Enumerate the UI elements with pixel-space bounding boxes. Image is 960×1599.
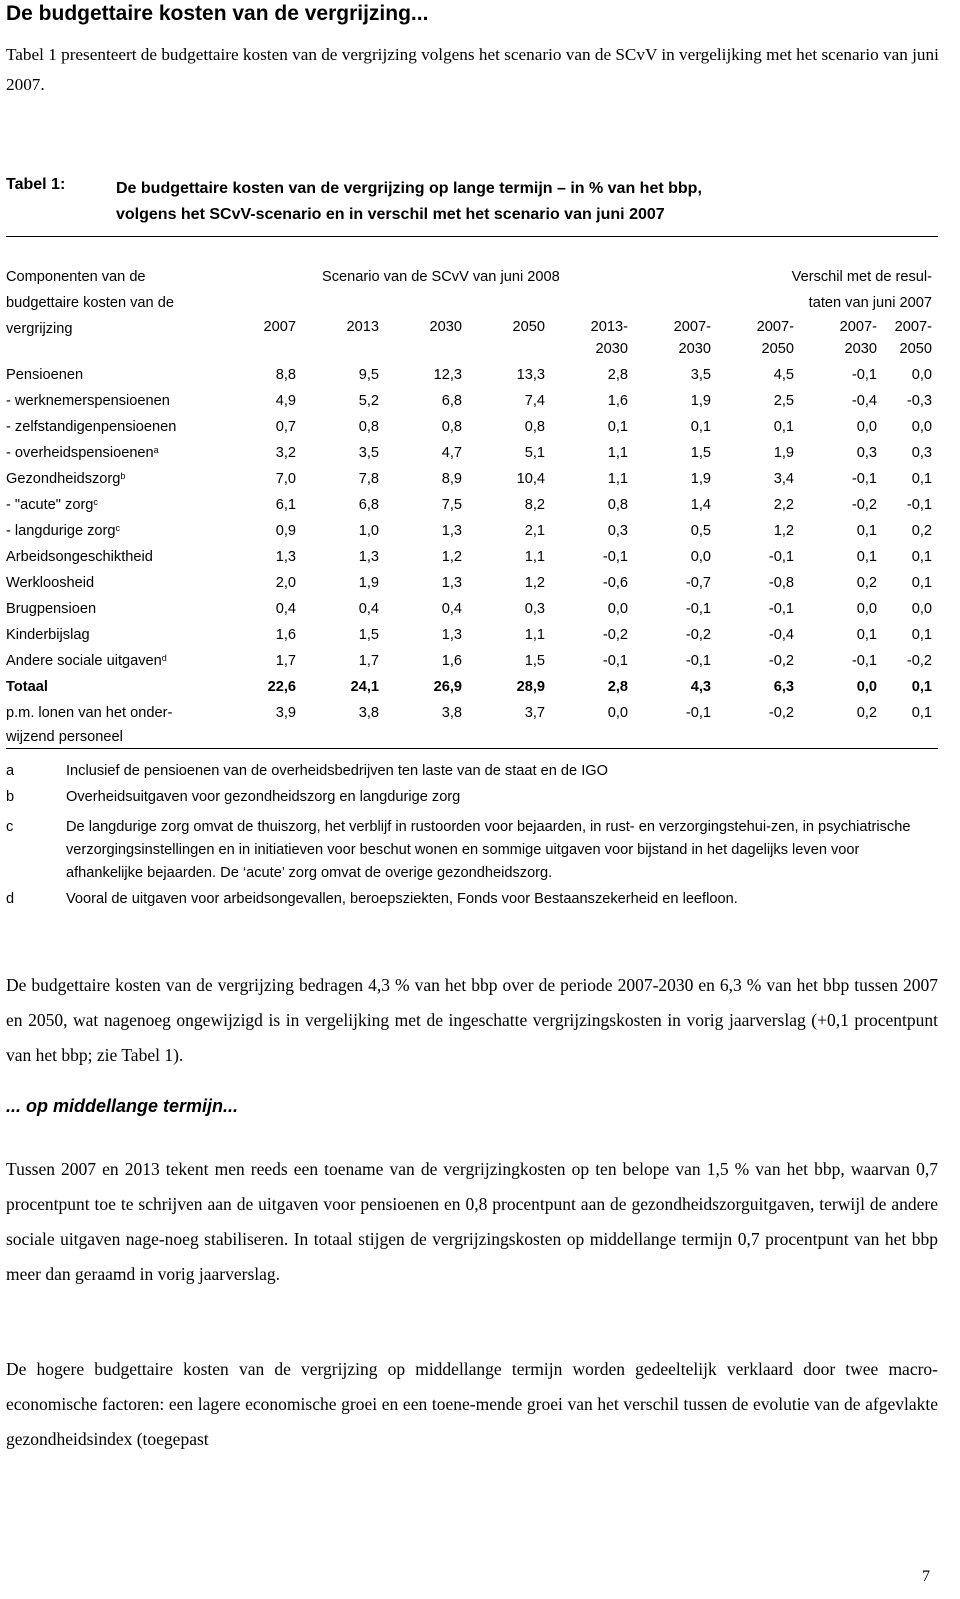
table-cell: 1,1 <box>607 471 628 487</box>
table-cell: 3,5 <box>690 367 711 383</box>
table-cell: 1,1 <box>607 445 628 461</box>
column-header: 2007- <box>673 319 711 335</box>
column-header: 2007 <box>263 319 296 335</box>
row-label <box>6 416 176 438</box>
table-cell: -0,2 <box>851 497 877 513</box>
table-cell: 6,3 <box>773 679 794 695</box>
table-cell: 0,1 <box>911 549 932 565</box>
table-cell: 0,0 <box>856 601 877 617</box>
footnote-marker: c <box>93 497 98 507</box>
table-cell: 0,0 <box>911 367 932 383</box>
column-header: 2007- <box>839 319 877 335</box>
table-cell: 0,2 <box>856 575 877 591</box>
column-header: 2030 <box>595 341 628 357</box>
row-label-text: Gezondheidszorg <box>6 471 121 487</box>
table-cell: 1,2 <box>441 549 462 565</box>
table-cell: 0,0 <box>856 679 877 695</box>
row-label <box>6 520 120 542</box>
table-cell: 4,3 <box>690 679 711 695</box>
table-cell: 1,3 <box>441 627 462 643</box>
row-label-continued: wijzend personeel <box>6 729 123 745</box>
row-label-text: - langdurige zorg <box>6 523 116 539</box>
table-cell: 2,5 <box>773 393 794 409</box>
table-cell: -0,2 <box>685 627 711 643</box>
table-cell: 9,5 <box>358 367 379 383</box>
body-paragraph: De hogere budgettaire kosten van de vergrijzing op middellange termijn worden gedeeltelijk verklaard door twee macro-economische factoren: een lagere economische groei en een toene-mende groei van het verschil tussen de evolutie van de afgevlakte gezondheidsindex (toegepast <box>6 1359 938 1449</box>
table-cell: 0,0 <box>911 601 932 617</box>
table-cell: 2,2 <box>773 497 794 513</box>
column-header: 2007- <box>894 319 932 335</box>
table-cell: 3,7 <box>524 705 545 721</box>
row-label-text: Andere sociale uitgaven <box>6 653 162 669</box>
table-cell: 0,8 <box>524 419 545 435</box>
table-top-rule <box>6 236 938 237</box>
table-cell: 6,1 <box>275 497 296 513</box>
table-cell: 3,8 <box>441 705 462 721</box>
table-cell: 5,1 <box>524 445 545 461</box>
table-label: Tabel 1: <box>6 176 66 193</box>
table-cell: -0,2 <box>906 653 932 669</box>
table-cell: 3,8 <box>358 705 379 721</box>
section-heading: De budgettaire kosten van de vergrijzing... <box>6 2 429 25</box>
table-cell: 1,6 <box>441 653 462 669</box>
group-header-difference: taten van juni 2007 <box>808 295 932 311</box>
column-header: 2013 <box>346 319 379 335</box>
footnote-text: Overheidsuitgaven voor gezondheidszorg en langdurige zorg <box>66 789 461 805</box>
table-cell: 0,4 <box>441 601 462 617</box>
table-cell: -0,8 <box>768 575 794 591</box>
table-cell: -0,1 <box>685 705 711 721</box>
table-cell: 4,9 <box>275 393 296 409</box>
column-header: 2050 <box>512 319 545 335</box>
footnote-key: a <box>6 763 15 779</box>
table-cell: 0,1 <box>773 419 794 435</box>
table-cell: 2,8 <box>607 367 628 383</box>
row-label-text: Pensioenen <box>6 367 84 383</box>
row-label-text: - zelfstandigenpensioenen <box>6 419 177 435</box>
row-label <box>6 546 153 568</box>
table-cell: 0,5 <box>690 523 711 539</box>
column-header: 2007- <box>756 319 794 335</box>
table-cell: 4,5 <box>773 367 794 383</box>
table-cell: 10,4 <box>516 471 545 487</box>
table-cell: 0,7 <box>275 419 296 435</box>
table-cell: 0,1 <box>911 471 932 487</box>
table-cell: 0,3 <box>911 445 932 461</box>
footnote-text: De langdurige zorg omvat de thuiszorg, het verblijf in rustoorden voor bejaarden, in rust- en verzorgingstehui-zen, in psychiatrische verzorgingsinstellingen en in initiatieven voor beschut wonen en sommige uitgaven voor bijstand in het dagelijks leven voor afhankelijke bejaarden. De ‘acute’ zorg omvat de overige gezondheidszorg. <box>66 819 911 881</box>
column-header-component: Componenten van de <box>6 269 146 285</box>
footnote-key: d <box>6 891 15 907</box>
column-header: 2030 <box>844 341 877 357</box>
group-header-scenario: Scenario van de SCvV van juni 2008 <box>322 269 560 285</box>
table-cell: 1,7 <box>358 653 379 669</box>
table-cell: 7,4 <box>524 393 545 409</box>
table-cell: 0,1 <box>911 679 932 695</box>
table-title-line: volgens het SCvV-scenario en in verschil met het scenario van juni 2007 <box>116 206 665 223</box>
row-label <box>6 598 96 620</box>
row-label-text: Totaal <box>6 679 48 695</box>
table-cell: 1,9 <box>358 575 379 591</box>
table-cell: 22,6 <box>267 679 296 695</box>
table-cell: 0,3 <box>524 601 545 617</box>
table-cell: 8,9 <box>441 471 462 487</box>
row-label <box>6 676 48 698</box>
table-cell: 3,9 <box>275 705 296 721</box>
row-label-text: - "acute" zorg <box>6 497 94 513</box>
table-cell: 3,5 <box>358 445 379 461</box>
table-cell: 0,8 <box>358 419 379 435</box>
table-cell: 13,3 <box>516 367 545 383</box>
table-cell: 7,8 <box>358 471 379 487</box>
table-cell: -0,1 <box>685 601 711 617</box>
table-cell: 1,9 <box>690 393 711 409</box>
table-cell: 1,6 <box>607 393 628 409</box>
row-label <box>6 494 98 516</box>
table-cell: -0,2 <box>768 705 794 721</box>
table-cell: -0,4 <box>851 393 877 409</box>
table-cell: 0,9 <box>275 523 296 539</box>
table-cell: 6,8 <box>358 497 379 513</box>
table-cell: 0,8 <box>607 497 628 513</box>
table-cell: 0,0 <box>856 419 877 435</box>
table-cell: 1,3 <box>441 523 462 539</box>
table-cell: 0,1 <box>690 419 711 435</box>
table-cell: 0,1 <box>911 575 932 591</box>
table-cell: 0,0 <box>911 419 932 435</box>
row-label <box>6 650 167 672</box>
row-label-text: Arbeidsongeschiktheid <box>6 549 153 565</box>
table-cell: 0,1 <box>607 419 628 435</box>
row-label <box>6 624 90 646</box>
table-cell: 0,8 <box>441 419 462 435</box>
table-cell: 1,7 <box>275 653 296 669</box>
footnote-text: Vooral de uitgaven voor arbeidsongevallen, beroepsziekten, Fonds voor Bestaanszekerheid en leefloon. <box>66 891 738 907</box>
table-cell: 1,5 <box>524 653 545 669</box>
page-number: 7 <box>922 1568 930 1585</box>
footnote-key: b <box>6 789 15 805</box>
table-cell: 0,1 <box>911 627 932 643</box>
table-cell: 1,1 <box>524 549 545 565</box>
intro-paragraph: Tabel 1 presenteert de budgettaire kosten van de vergrijzing volgens het scenario van de SCvV in vergelijking met het scenario van juni 2007. <box>6 45 939 94</box>
table-cell: 0,1 <box>911 705 932 721</box>
table-cell: -0,4 <box>768 627 794 643</box>
table-cell: 0,1 <box>856 523 877 539</box>
table-cell: -0,1 <box>602 653 628 669</box>
table-cell: -0,1 <box>906 497 932 513</box>
table-cell: 1,2 <box>524 575 545 591</box>
table-cell: 2,8 <box>607 679 628 695</box>
row-label <box>6 390 170 412</box>
group-header-difference: Verschil met de resul- <box>791 269 932 285</box>
footnote-marker: b <box>120 471 126 481</box>
column-header: 2013- <box>590 319 628 335</box>
row-label-text: Brugpensioen <box>6 601 97 617</box>
table-cell: 1,1 <box>524 627 545 643</box>
row-label <box>6 702 172 724</box>
table-cell: 0,4 <box>275 601 296 617</box>
table-cell: 24,1 <box>350 679 379 695</box>
row-label-text: - overheidspensioenen <box>6 445 154 461</box>
table-cell: 7,0 <box>275 471 296 487</box>
footnote-marker: a <box>153 445 159 455</box>
row-label-text: Werkloosheid <box>6 575 95 591</box>
row-label <box>6 468 125 490</box>
table-cell: -0,1 <box>602 549 628 565</box>
table-cell: -0,1 <box>685 653 711 669</box>
row-label <box>6 364 83 386</box>
table-title-line: De budgettaire kosten van de vergrijzing op lange termijn – in % van het bbp, <box>116 180 702 197</box>
row-label <box>6 442 159 464</box>
table-cell: 2,1 <box>524 523 545 539</box>
table-cell: 8,2 <box>524 497 545 513</box>
table-cell: 3,4 <box>773 471 794 487</box>
table-cell: 1,0 <box>358 523 379 539</box>
table-cell: -0,3 <box>906 393 932 409</box>
table-cell: -0,1 <box>851 367 877 383</box>
table-cell: 26,9 <box>433 679 462 695</box>
table-cell: 0,2 <box>856 705 877 721</box>
table-cell: 1,9 <box>690 471 711 487</box>
table-cell: 3,2 <box>275 445 296 461</box>
table-cell: -0,1 <box>768 549 794 565</box>
table-cell: 4,7 <box>441 445 462 461</box>
table-cell: 0,2 <box>911 523 932 539</box>
table-cell: 1,4 <box>690 497 711 513</box>
table-cell: 28,9 <box>516 679 545 695</box>
column-header-component: vergrijzing <box>6 321 73 337</box>
body-paragraph: Tussen 2007 en 2013 tekent men reeds een toename van de vergrijzingkosten op ten belope van 1,5 % van het bbp, waarvan 0,7 procentpunt toe te schrijven aan de uitgaven voor pensioenen en 0,8 procentpunt aan de gezondheidszorguitgaven, terwijl de andere sociale uitgaven nage-noeg stabiliseren. In totaal stijgen de vergrijzingskosten op middellange termijn 0,7 procentpunt van het bbp meer dan geraamd in vorig jaarverslag. <box>6 1159 938 1284</box>
table-cell: 5,2 <box>358 393 379 409</box>
table-cell: 6,8 <box>441 393 462 409</box>
row-label <box>6 572 94 594</box>
row-label-text: - werknemerspensioenen <box>6 393 170 409</box>
table-cell: 1,5 <box>690 445 711 461</box>
table-cell: 0,3 <box>607 523 628 539</box>
column-header: 2050 <box>761 341 794 357</box>
column-header: 2030 <box>429 319 462 335</box>
footnote-key: c <box>6 819 14 835</box>
table-cell: 1,9 <box>773 445 794 461</box>
table-cell: 1,3 <box>441 575 462 591</box>
table-cell: -0,1 <box>851 471 877 487</box>
table-cell: 0,0 <box>607 705 628 721</box>
table-bottom-rule <box>6 748 938 749</box>
column-header: 2050 <box>899 341 932 357</box>
table-cell: 0,1 <box>856 627 877 643</box>
table-cell: 0,1 <box>856 549 877 565</box>
table-cell: 1,5 <box>358 627 379 643</box>
column-header: 2030 <box>678 341 711 357</box>
table-cell: -0,1 <box>768 601 794 617</box>
footnote-marker: d <box>161 653 167 663</box>
table-cell: 0,4 <box>358 601 379 617</box>
row-label-text: Kinderbijslag <box>6 627 90 643</box>
footnote-marker: c <box>115 523 121 533</box>
table-cell: -0,2 <box>602 627 628 643</box>
table-cell: 1,3 <box>275 549 296 565</box>
table-cell: 2,0 <box>275 575 296 591</box>
table-cell: 8,8 <box>275 367 296 383</box>
table-cell: 1,6 <box>275 627 296 643</box>
table-cell: -0,6 <box>602 575 628 591</box>
table-title <box>116 176 936 228</box>
table-cell: 1,3 <box>358 549 379 565</box>
row-label-text: p.m. lonen van het onder- <box>6 705 173 721</box>
table-cell: 1,2 <box>773 523 794 539</box>
table-cell: 0,3 <box>856 445 877 461</box>
body-paragraph: De budgettaire kosten van de vergrijzing bedragen 4,3 % van het bbp over de periode 2007-2030 en 6,3 % van het bbp tussen 2007 en 2050, wat nagenoeg ongewijzigd is in vergelijking met de ingeschatte vergrijzingskosten in vorig jaarverslag (+0,1 procentpunt van het bbp; zie Tabel 1). <box>6 975 938 1065</box>
table-cell: 0,0 <box>690 549 711 565</box>
column-header-component: budgettaire kosten van de <box>6 295 174 311</box>
table-cell: 0,0 <box>607 601 628 617</box>
table-cell: -0,1 <box>851 653 877 669</box>
subheading: ... op middellange termijn... <box>6 1096 239 1116</box>
table-cell: 7,5 <box>441 497 462 513</box>
table-cell: 12,3 <box>433 367 462 383</box>
table-cell: -0,7 <box>685 575 711 591</box>
table-cell: -0,2 <box>768 653 794 669</box>
footnote-text: Inclusief de pensioenen van de overheidsbedrijven ten laste van de staat en de IGO <box>66 763 608 779</box>
